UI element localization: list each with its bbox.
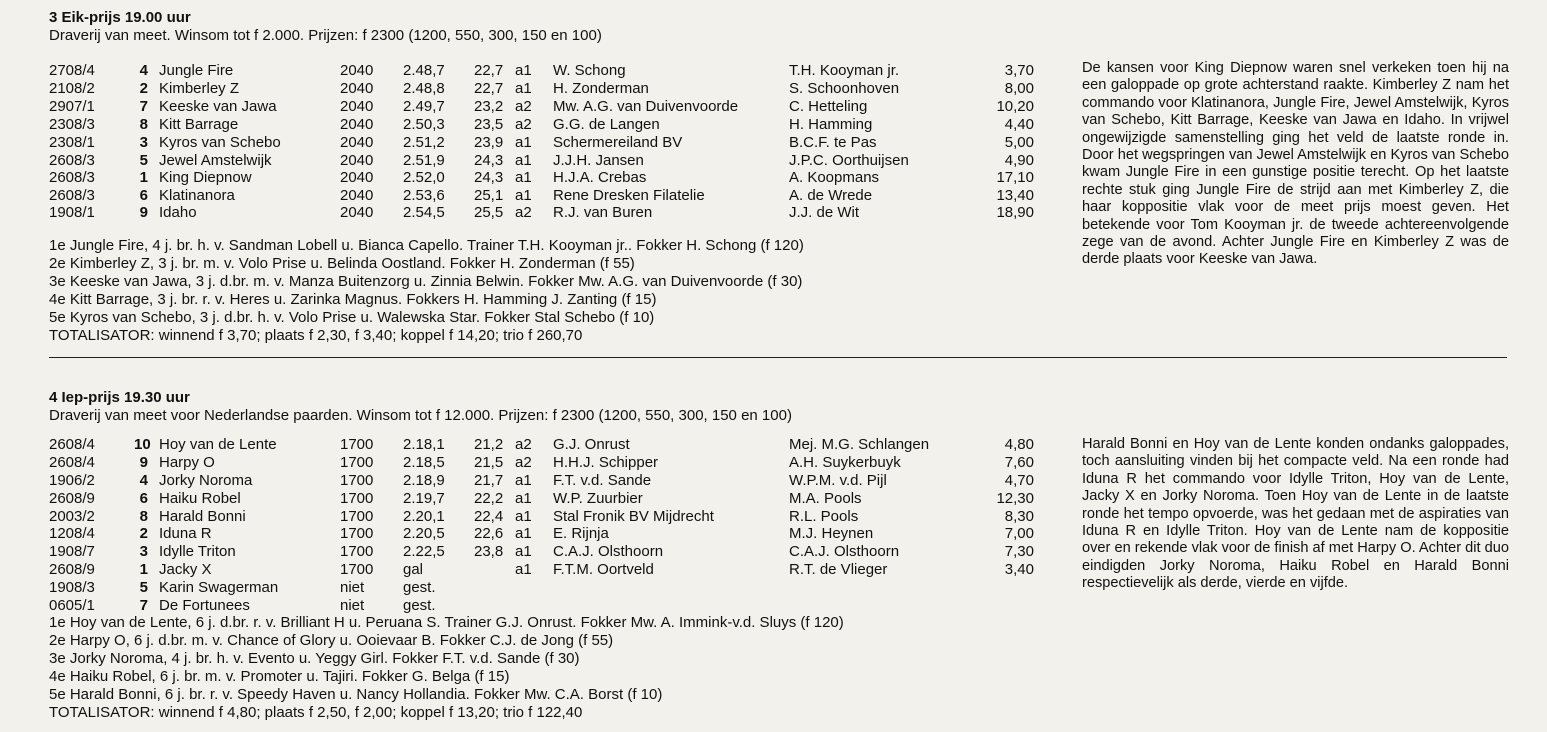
table-row (0, 62, 1100, 80)
distance: 1700 (340, 436, 374, 453)
table-row (0, 98, 1100, 116)
km-time: 22,6 (474, 525, 504, 542)
km-time: 22,2 (474, 490, 504, 507)
form-date: 2608/3 (49, 169, 95, 186)
horse-name: Jorky Noroma (159, 472, 253, 489)
start-code: a1 (515, 152, 532, 169)
horse-number: 6 (139, 187, 148, 204)
horse-name: Karin Swagerman (159, 579, 279, 596)
result-line: 5e Harald Bonni, 6 j. br. r. v. Speedy Haven u. Nancy Hollandia. Fokker Mw. C.A. Borst (f 10) (49, 686, 663, 703)
odds: 4,90 (1004, 152, 1034, 169)
distance: 1700 (340, 525, 374, 542)
km-time: 23,8 (474, 543, 504, 560)
driver: C. Hetteling (789, 98, 868, 115)
driver: B.C.F. te Pas (789, 134, 877, 151)
race-time: 2.54,5 (403, 204, 445, 221)
horse-name: Jacky X (159, 561, 212, 578)
distance: 2040 (340, 204, 374, 221)
odds: 10,20 (996, 98, 1034, 115)
driver: S. Schoonhoven (789, 80, 900, 97)
km-time: 21,7 (474, 472, 504, 489)
table-row (0, 204, 1100, 222)
horse-number: 1 (139, 169, 148, 186)
race-time: 2.53,6 (403, 187, 445, 204)
horse-name: Klatinanora (159, 187, 235, 204)
form-date: 0605/1 (49, 597, 95, 614)
result-line: 2e Harpy O, 6 j. d.br. m. v. Chance of Glory u. Ooievaar B. Fokker C.J. de Jong (f 55) (49, 632, 614, 649)
start-code: a2 (515, 454, 532, 471)
driver: J.P.C. Oorthuijsen (789, 152, 909, 169)
form-date: 2907/1 (49, 98, 95, 115)
owner: J.J.H. Jansen (553, 152, 644, 169)
odds: 17,10 (996, 169, 1034, 186)
km-time: 22,4 (474, 508, 504, 525)
result-line: 4e Haiku Robel, 6 j. br. m. v. Promoter u. Tajiri. Fokker G. Belga (f 15) (49, 668, 510, 685)
horse-name: Harpy O (159, 454, 215, 471)
result-line: 2e Kimberley Z, 3 j. br. m. v. Volo Prise u. Belinda Oostland. Fokker H. Zonderman (f 55) (49, 255, 635, 272)
table-row (0, 543, 1100, 561)
race-report: Harald Bonni en Hoy van de Lente konden ondanks galoppades, toch aansluiting vinden bij het compacte veld. Na een ronde had Iduna R het commando voor Idylle Triton, Hoy van de Lente, Jacky X en Jorky Noroma. Toen Hoy van de Lente in de laatste ronde het tempo opvoerde, was het gedaan met de aspiraties van Iduna R en Idylle Triton. Hoy van de Lente nam de koppositie over en rekende vlak voor de finish af met Harpy O. Achter dit duo eindigden Jorky Noroma, Haiku Robel en Harald Bonni respectievelijk als derde, vierde en vijfde. (1082, 436, 1509, 592)
horse-number: 7 (139, 98, 148, 115)
driver: A. Koopmans (789, 169, 880, 186)
horse-name: Haiku Robel (159, 490, 241, 507)
form-date: 1208/4 (49, 525, 95, 542)
form-date: 2608/9 (49, 490, 95, 507)
race-section-eik-prijs (0, 0, 1547, 360)
race-time: gal (403, 561, 424, 578)
horse-number: 1 (139, 561, 148, 578)
owner: C.A.J. Olsthoorn (553, 543, 664, 560)
driver: C.A.J. Olsthoorn (789, 543, 900, 560)
table-row (0, 187, 1100, 205)
distance: 1700 (340, 508, 374, 525)
owner: H.H.J. Schipper (553, 454, 659, 471)
start-code: a1 (515, 508, 532, 525)
horse-name: Harald Bonni (159, 508, 246, 525)
owner: F.T. v.d. Sande (553, 472, 652, 489)
horse-name: Jungle Fire (159, 62, 234, 79)
owner: H.J.A. Crebas (553, 169, 647, 186)
owner: E. Rijnja (553, 525, 609, 542)
owner: G.G. de Langen (553, 116, 660, 133)
form-date: 2003/2 (49, 508, 95, 525)
owner: G.J. Onrust (553, 436, 630, 453)
horse-name: Jewel Amstelwijk (159, 152, 272, 169)
race-time: 2.48,8 (403, 80, 445, 97)
driver: H. Hamming (789, 116, 873, 133)
owner: Rene Dresken Filatelie (553, 187, 705, 204)
start-code: a1 (515, 490, 532, 507)
distance: 2040 (340, 116, 374, 133)
distance: 1700 (340, 561, 374, 578)
start-code: a1 (515, 80, 532, 97)
race-conditions: Draverij van meet voor Nederlandse paarden. Winsom tot f 12.000. Prijzen: f 2300 (1200, 550, 300, 150 en 100) (49, 407, 792, 424)
start-code: a2 (515, 436, 532, 453)
odds: 4,80 (1004, 436, 1034, 453)
start-code: a2 (515, 98, 532, 115)
driver: T.H. Kooyman jr. (789, 62, 900, 79)
driver: A. de Wrede (789, 187, 873, 204)
distance: 2040 (340, 152, 374, 169)
horse-number: 2 (139, 80, 148, 97)
distance: 2040 (340, 134, 374, 151)
distance: 2040 (340, 98, 374, 115)
horse-number: 6 (139, 490, 148, 507)
race-time: 2.50,3 (403, 116, 445, 133)
form-date: 2608/9 (49, 561, 95, 578)
table-row (0, 116, 1100, 134)
horse-number: 9 (139, 454, 148, 471)
odds: 3,70 (1004, 62, 1034, 79)
table-row (0, 561, 1100, 579)
table-row (0, 579, 1100, 597)
race-time: 2.20,5 (403, 525, 445, 542)
race-title: 3 Eik-prijs 19.00 uur (49, 9, 191, 26)
form-date: 1908/1 (49, 204, 95, 221)
result-line: 4e Kitt Barrage, 3 j. br. r. v. Heres u. Zarinka Magnus. Fokkers H. Hamming J. Zanting (f 15) (49, 291, 657, 308)
section-divider (49, 357, 1507, 358)
horse-name: Kitt Barrage (159, 116, 239, 133)
distance: 1700 (340, 490, 374, 507)
odds: 7,30 (1004, 543, 1034, 560)
horse-number: 4 (139, 62, 148, 79)
start-code: a1 (515, 472, 532, 489)
odds: 13,40 (996, 187, 1034, 204)
form-date: 2608/4 (49, 454, 95, 471)
horse-number: 3 (139, 134, 148, 151)
totalisator-line: TOTALISATOR: winnend f 4,80; plaats f 2,50, f 2,00; koppel f 13,20; trio f 122,40 (49, 704, 583, 721)
odds: 8,30 (1004, 508, 1034, 525)
table-row (0, 436, 1100, 454)
odds: 4,70 (1004, 472, 1034, 489)
km-time: 22,7 (474, 62, 504, 79)
table-row (0, 152, 1100, 170)
result-line: 1e Hoy van de Lente, 6 j. d.br. r. v. Brilliant H u. Peruana S. Trainer G.J. Onrust. Fokker Mw. A. Immink-v.d. Sluys (f 120) (49, 614, 844, 631)
race-time: 2.20,1 (403, 508, 445, 525)
driver: M.A. Pools (789, 490, 862, 507)
race-report: De kansen voor King Diepnow waren snel verkeken toen hij na een galoppade op grote achterstand raakte. Kimberley Z nam het commando voor Klatinanora, Jungle Fire, Jewel Amstelwijk, Kyros van Schebo, Kitt Barrage, Keeske van Jawa en Idaho. In vrijwel ongewijzigde samenstelling ging het veld de laatste ronde in. Door het wegspringen van Jewel Amstelwijk en Kyros van Schebo kwam Jungle Fire in een gunstige positie terecht. Op het laatste rechte stuk ging Jungle Fire de strijd aan met Kimberley Z, die haar koppositie vlak voor de meet prijs moest geven. Het betekende voor Tom Kooyman jr. de tweede achtereenvolgende zege van de avond. Achter Jungle Fire en Kimberley Z was de derde plaats voor Keeske van Jawa. (1082, 60, 1509, 268)
horse-number: 8 (139, 508, 148, 525)
form-date: 2308/1 (49, 134, 95, 151)
race-time: 2.52,0 (403, 169, 445, 186)
start-code: a1 (515, 169, 532, 186)
distance: 2040 (340, 169, 374, 186)
race-time: 2.18,5 (403, 454, 445, 471)
distance: 1700 (340, 454, 374, 471)
race-conditions: Draverij van meet. Winsom tot f 2.000. Prijzen: f 2300 (1200, 550, 300, 150 en 100) (49, 27, 602, 44)
owner: F.T.M. Oortveld (553, 561, 654, 578)
race-time: gest. (403, 579, 436, 596)
horse-number: 10 (134, 436, 151, 453)
horse-name: Iduna R (159, 525, 212, 542)
km-time: 21,2 (474, 436, 504, 453)
table-row (0, 597, 1100, 615)
form-date: 2708/4 (49, 62, 95, 79)
owner: R.J. van Buren (553, 204, 653, 221)
form-date: 2308/3 (49, 116, 95, 133)
horse-name: Kyros van Schebo (159, 134, 281, 151)
odds: 8,00 (1004, 80, 1034, 97)
horse-name: Keeske van Jawa (159, 98, 277, 115)
horse-number: 2 (139, 525, 148, 542)
horse-name: Kimberley Z (159, 80, 240, 97)
start-code: a1 (515, 543, 532, 560)
race-title: 4 Iep-prijs 19.30 uur (49, 389, 190, 406)
start-code: a1 (515, 525, 532, 542)
result-line: 1e Jungle Fire, 4 j. br. h. v. Sandman Lobell u. Bianca Capello. Trainer T.H. Kooyman jr.. Fokker H. Schong (f 120) (49, 237, 804, 254)
form-date: 2608/3 (49, 187, 95, 204)
table-row (0, 490, 1100, 508)
km-time: 21,5 (474, 454, 504, 471)
start-code: a1 (515, 62, 532, 79)
driver: R.L. Pools (789, 508, 859, 525)
horse-name: Idaho (159, 204, 197, 221)
table-row (0, 525, 1100, 543)
km-time: 25,1 (474, 187, 504, 204)
distance: 1700 (340, 472, 374, 489)
race-time: gest. (403, 597, 436, 614)
table-row (0, 508, 1100, 526)
distance: 2040 (340, 62, 374, 79)
race-time: 2.49,7 (403, 98, 445, 115)
driver: R.T. de Vlieger (789, 561, 888, 578)
horse-number: 5 (139, 579, 148, 596)
form-date: 1908/3 (49, 579, 95, 596)
form-date: 1906/2 (49, 472, 95, 489)
horse-number: 4 (139, 472, 148, 489)
start-code: a2 (515, 116, 532, 133)
horse-name: King Diepnow (159, 169, 252, 186)
horse-number: 9 (139, 204, 148, 221)
table-row (0, 472, 1100, 490)
form-date: 2108/2 (49, 80, 95, 97)
km-time: 23,9 (474, 134, 504, 151)
race-time: 2.18,9 (403, 472, 445, 489)
km-time: 23,2 (474, 98, 504, 115)
form-date: 1908/7 (49, 543, 95, 560)
odds: 12,30 (996, 490, 1034, 507)
race-time: 2.22,5 (403, 543, 445, 560)
horse-name: De Fortunees (159, 597, 250, 614)
distance: niet (340, 597, 365, 614)
driver: Mej. M.G. Schlangen (789, 436, 930, 453)
driver: J.J. de Wit (789, 204, 860, 221)
start-code: a1 (515, 561, 532, 578)
km-time: 24,3 (474, 152, 504, 169)
start-code: a1 (515, 134, 532, 151)
race-time: 2.51,2 (403, 134, 445, 151)
start-code: a2 (515, 204, 532, 221)
km-time: 25,5 (474, 204, 504, 221)
owner: Schermereiland BV (553, 134, 683, 151)
form-date: 2608/4 (49, 436, 95, 453)
race-time: 2.51,9 (403, 152, 445, 169)
start-code: a1 (515, 187, 532, 204)
km-time: 23,5 (474, 116, 504, 133)
race-time: 2.19,7 (403, 490, 445, 507)
totalisator-line: TOTALISATOR: winnend f 3,70; plaats f 2,30, f 3,40; koppel f 14,20; trio f 260,70 (49, 327, 583, 344)
race-time: 2.18,1 (403, 436, 445, 453)
driver: A.H. Suykerbuyk (789, 454, 901, 471)
horse-name: Hoy van de Lente (159, 436, 277, 453)
driver: M.J. Heynen (789, 525, 874, 542)
result-line: 3e Keeske van Jawa, 3 j. d.br. m. v. Manza Buitenzorg u. Zinnia Belwin. Fokker Mw. A.G. van Duivenvoorde (f 30) (49, 273, 803, 290)
distance: 2040 (340, 80, 374, 97)
horse-number: 8 (139, 116, 148, 133)
owner: W.P. Zuurbier (553, 490, 643, 507)
race-section-iep-prijs (0, 380, 1547, 732)
km-time: 24,3 (474, 169, 504, 186)
form-date: 2608/3 (49, 152, 95, 169)
odds: 5,00 (1004, 134, 1034, 151)
horse-number: 5 (139, 152, 148, 169)
owner: Stal Fronik BV Mijdrecht (553, 508, 714, 525)
race-time: 2.48,7 (403, 62, 445, 79)
odds: 3,40 (1004, 561, 1034, 578)
result-line: 5e Kyros van Schebo, 3 j. d.br. h. v. Volo Prise u. Walewska Star. Fokker Stal Schebo (f 10) (49, 309, 655, 326)
owner: H. Zonderman (553, 80, 649, 97)
result-line: 3e Jorky Noroma, 4 j. br. h. v. Evento u. Yeggy Girl. Fokker F.T. v.d. Sande (f 30) (49, 650, 580, 667)
table-row (0, 169, 1100, 187)
horse-number: 3 (139, 543, 148, 560)
odds: 7,60 (1004, 454, 1034, 471)
table-row (0, 134, 1100, 152)
km-time: 22,7 (474, 80, 504, 97)
distance: 1700 (340, 543, 374, 560)
owner: Mw. A.G. van Duivenvoorde (553, 98, 739, 115)
distance: niet (340, 579, 365, 596)
distance: 2040 (340, 187, 374, 204)
table-row (0, 454, 1100, 472)
odds: 7,00 (1004, 525, 1034, 542)
driver: W.P.M. v.d. Pijl (789, 472, 887, 489)
horse-name: Idylle Triton (159, 543, 236, 560)
odds: 4,40 (1004, 116, 1034, 133)
owner: W. Schong (553, 62, 626, 79)
table-row (0, 80, 1100, 98)
horse-number: 7 (139, 597, 148, 614)
odds: 18,90 (996, 204, 1034, 221)
